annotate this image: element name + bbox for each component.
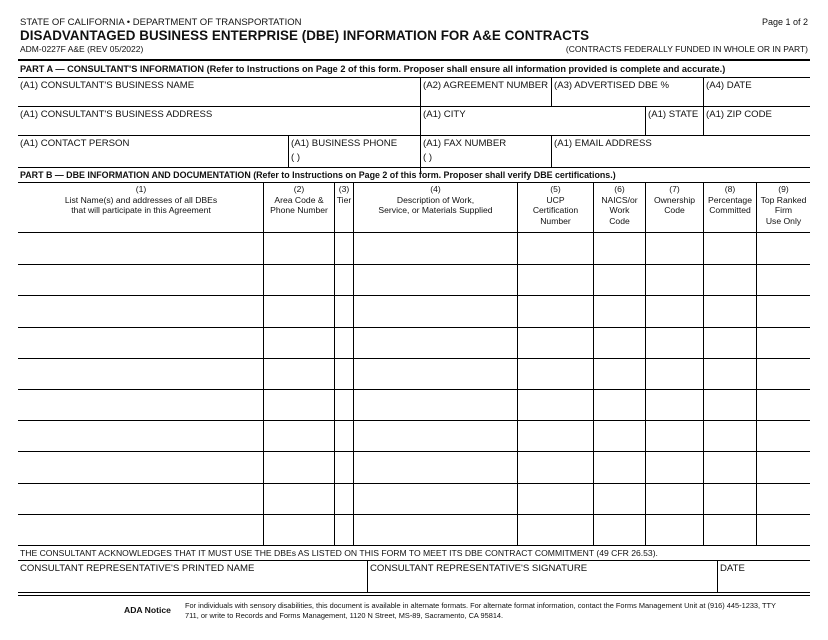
fax-parens: ( ) (423, 152, 433, 163)
signature-field[interactable] (369, 575, 715, 591)
table-row[interactable] (20, 295, 808, 325)
email-label: (A1) EMAIL ADDRESS (554, 138, 652, 149)
col-7-header: (7) Ownership Code (653, 184, 696, 215)
rule (18, 106, 810, 107)
state-field[interactable] (647, 121, 701, 134)
business-address-label: (A1) CONSULTANT'S BUSINESS ADDRESS (20, 109, 213, 120)
printed-name-label: CONSULTANT REPRESENTATIVE'S PRINTED NAME (20, 563, 255, 574)
contact-person-field[interactable] (20, 150, 286, 166)
fax-number-label: (A1) FAX NUMBER (423, 138, 507, 149)
city-label: (A1) CITY (423, 109, 466, 120)
business-name-field[interactable] (20, 92, 418, 106)
col-6-header: (6) NAICS/or Work Code (601, 184, 638, 226)
divider (551, 77, 552, 107)
sig-date-field[interactable] (719, 575, 808, 591)
printed-name-field[interactable] (20, 575, 365, 591)
col-4-header: (4) Description of Work, Service, or Materials Supplied (378, 184, 493, 215)
col-divider (353, 182, 354, 545)
agreement-number-field[interactable] (422, 92, 549, 106)
date-label: (A4) DATE (706, 80, 752, 91)
rule (18, 167, 810, 168)
table-row[interactable] (20, 358, 808, 388)
part-a-heading: PART A — CONSULTANT'S INFORMATION (Refer to Instructions on Page 2 of this form. Proposer shall ensure all information provided is complete and accurate.) (20, 64, 726, 74)
contact-person-label: (A1) CONTACT PERSON (20, 138, 130, 149)
col-9-header: (9) Top Ranked Firm Use Only (760, 184, 807, 226)
col-divider (334, 182, 335, 545)
email-field[interactable] (553, 150, 808, 166)
zip-label: (A1) ZIP CODE (706, 109, 772, 120)
col-divider (263, 182, 264, 545)
col-5-header: (5) UCP Certification Number (532, 184, 579, 226)
rule (18, 135, 810, 136)
business-address-field[interactable] (20, 121, 418, 134)
business-phone-field[interactable] (310, 150, 418, 166)
divider (367, 560, 368, 592)
part-a-rule (18, 77, 810, 78)
table-row[interactable] (20, 420, 808, 450)
date-field[interactable] (705, 92, 808, 106)
col-divider (703, 182, 704, 545)
table-row[interactable] (20, 389, 808, 419)
table-row[interactable] (20, 451, 808, 481)
rule (18, 592, 810, 593)
col-divider (593, 182, 594, 545)
business-name-label: (A1) CONSULTANT'S BUSINESS NAME (20, 80, 195, 91)
funding-note: (CONTRACTS FEDERALLY FUNDED IN WHOLE OR IN PART) (565, 44, 808, 54)
col-divider (517, 182, 518, 545)
form-number: ADM-0227F A&E (REV 05/2022) (20, 44, 144, 54)
table-row[interactable] (20, 483, 808, 513)
zip-field[interactable] (705, 121, 808, 134)
part-a-divider (420, 77, 421, 173)
table-row[interactable] (20, 264, 808, 294)
business-phone-label: (A1) BUSINESS PHONE (291, 138, 398, 149)
advertised-dbe-field[interactable] (553, 92, 701, 106)
form-title: DISADVANTAGED BUSINESS ENTERPRISE (DBE) INFORMATION FOR A&E CONTRACTS (20, 28, 590, 43)
col-divider (756, 182, 757, 545)
col-1-header: (1) List Name(s) and addresses of all DBEs that will participate in this Agreement (64, 184, 218, 215)
row-rule (18, 545, 810, 546)
ada-notice-label: ADA Notice (124, 605, 171, 615)
page-number: Page 1 of 2 (761, 17, 808, 27)
table-row[interactable] (20, 327, 808, 357)
acknowledgement-text: THE CONSULTANT ACKNOWLEDGES THAT IT MUST USE THE DBEs AS LISTED ON THIS FORM TO MEET ITS DBE CONTRACT COMMITMENT (49 CFR 26.53). (20, 548, 658, 558)
agency-line: STATE OF CALIFORNIA • DEPARTMENT OF TRANSPORTATION (20, 17, 302, 28)
col-divider (645, 182, 646, 545)
table-row[interactable] (20, 233, 808, 263)
divider (288, 135, 289, 167)
ada-notice-text: For individuals with sensory disabilities, this document is available in alternate formats. For alternate format information, contact the Forms Management Unit at (916) 445-1233, TTY 711, or write to Records and Forms Management, 1120 N Street, MS-89, Sacramento, CA 95814. (185, 601, 776, 620)
fax-number-field[interactable] (442, 150, 549, 166)
state-label: (A1) STATE (648, 109, 699, 120)
table-row[interactable] (20, 514, 808, 544)
part-b-rule (18, 182, 810, 183)
city-field[interactable] (422, 121, 643, 134)
signature-label: CONSULTANT REPRESENTATIVE'S SIGNATURE (370, 563, 588, 574)
part-b-heading: PART B — DBE INFORMATION AND DOCUMENTATION (Refer to Instructions on Page 2 of this form. Proposer shall verify DBE certifications.) (20, 170, 616, 180)
col-8-header: (8) Percentage Committed (708, 184, 752, 215)
rule (18, 560, 810, 561)
top-rule (18, 59, 810, 61)
col-3-header: (3) Tier (336, 184, 352, 205)
sig-date-label: DATE (720, 563, 745, 574)
divider (717, 560, 718, 592)
divider (551, 135, 552, 167)
rule (18, 595, 810, 596)
col-2-header: (2) Area Code & Phone Number (270, 184, 328, 215)
agreement-number-label: (A2) AGREEMENT NUMBER (423, 80, 549, 91)
business-phone-parens: ( ) (291, 152, 301, 163)
advertised-dbe-label: (A3) ADVERTISED DBE % (554, 80, 669, 91)
divider (645, 106, 646, 135)
